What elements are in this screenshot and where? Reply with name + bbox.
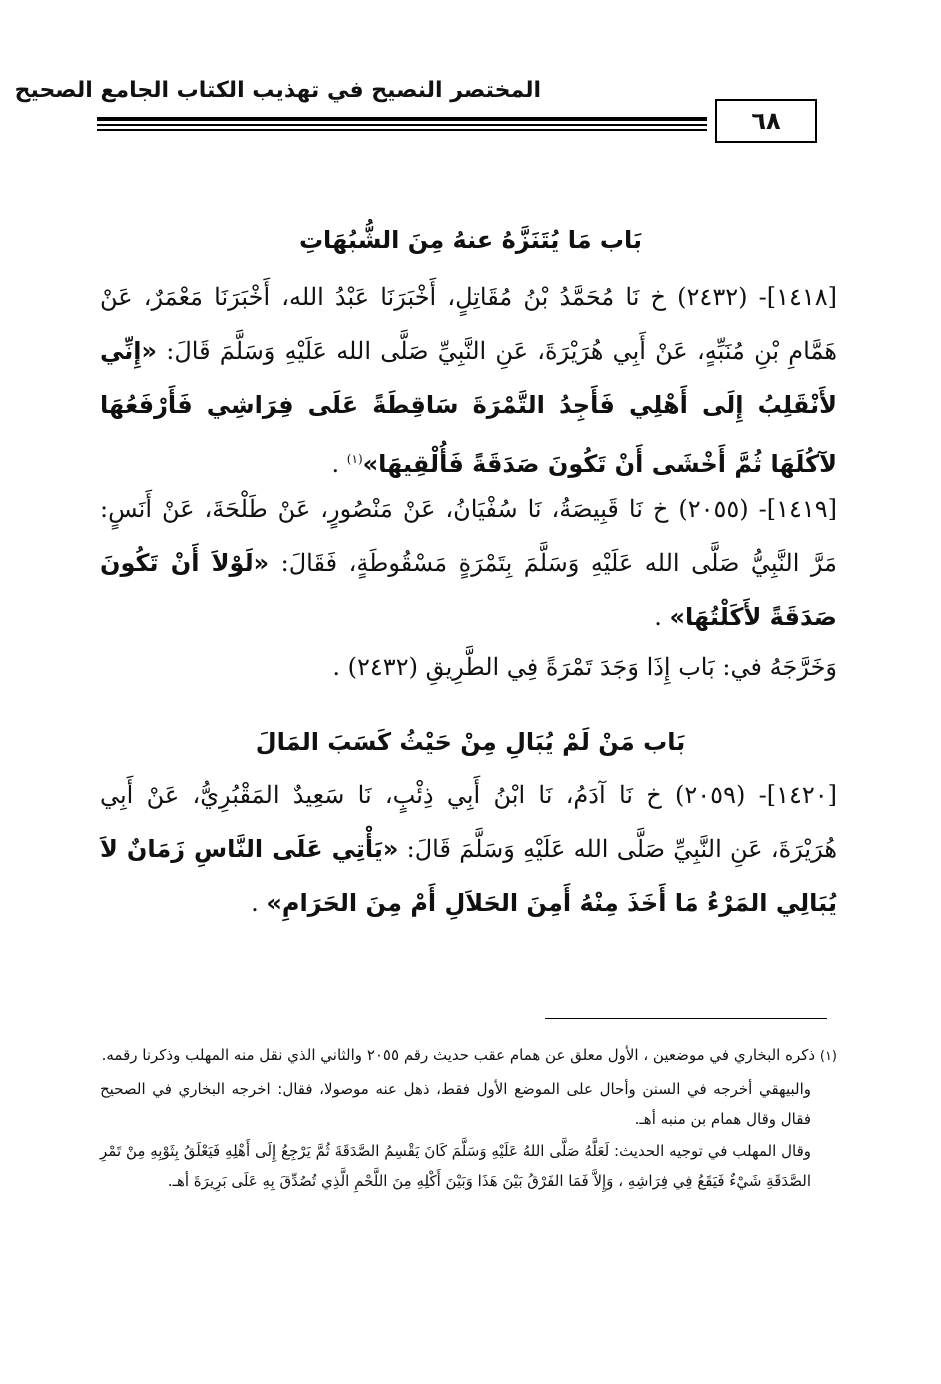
hadith-number: [١٤١٨]- (٢٤٣٢) خ <box>650 283 837 311</box>
footnote-mark: (١) <box>819 1049 837 1064</box>
footnote-item <box>100 1136 837 1196</box>
footnote-item <box>100 1040 837 1072</box>
header-rule <box>97 117 707 121</box>
footnote-reference: (١) <box>346 452 363 466</box>
section-title: بَاب مَنْ لَمْ يُبَالِ مِنْ حَيْثُ كَسَبَ المَالَ <box>255 728 686 756</box>
footnote-separator <box>545 1018 827 1019</box>
hadith-isnad: نَا قَبِيصَةُ، نَا سُفْيَانُ، عَنْ مَنْصُورٍ، عَنْ طَلْحَةَ، عَنْ أَنَسٍ: مَرَّ النَّبِيُّ صَلَّى الله عَلَيْهِ وَسَلَّمَ بِتَمْرَةٍ مَسْقُوطَةٍ، فَقَالَ: <box>100 495 837 577</box>
hadith-paragraph <box>100 482 837 644</box>
hadith-paragraph <box>100 768 837 930</box>
hadith-paragraph <box>100 270 837 491</box>
hadith-isnad: نَا آدَمُ، نَا ابْنُ أَبِي ذِئْبٍ، نَا سَعِيدٌ المَقْبُرِيُّ، عَنْ أَبِي هُرَيْرَةَ، عَنِ النَّبِيِّ صَلَّى الله عَلَيْهِ وَسَلَّمَ قَالَ: <box>100 781 837 863</box>
hadith-tail: . <box>331 450 340 478</box>
footnote-item <box>100 1074 837 1134</box>
page-number: ٦٨ <box>715 99 817 143</box>
running-title: المختصر النصيح في تهذيب الكتاب الجامع الصحيح <box>14 78 541 103</box>
section-title: بَاب مَا يُتَنَزَّهُ عنهُ مِنَ الشُّبُهَاتِ <box>298 226 643 254</box>
footnote-text: ذكره البخاري في موضعين ، الأول معلق عن همام عقب حديث رقم ٢٠٥٥ والثاني الذي نقل منه المهلب وذكرنا رقمه. <box>101 1046 816 1064</box>
hadith-matn: «لَوْلاَ أَنْ تَكُونَ صَدَقَةً لأَكَلْتُهَا» <box>100 549 837 631</box>
footnotes <box>100 1040 837 1198</box>
takhrij-note: وَخَرَّجَهُ في: بَاب إِذَا وَجَدَ تَمْرَةً فِي الطَّرِيقِ (٢٤٣٢) . <box>332 653 837 681</box>
footnote-text: وقال المهلب في توجيه الحديث: لَعَلَّهُ صَلَّى اللهُ عَلَيْهِ وَسَلَّمَ كَانَ يَقْسِمُ الصَّدَقَةَ ثُمَّ يَرْجِعُ إِلَى أَهْلِهِ فَيَعْلَقُ بِثَوْبِهِ مِنْ تَمْرِ الصَّدَقَةِ شَيْءٌ فَيَقَعُ فِي فِرَاشِهِ ، وَإِلاَّ فَمَا الفَرْقُ بَيْنَ هَذَا وَبَيْنَ أَكْلِهِ مِنَ اللَّحْمِ الَّذِي تُصُدِّقَ بِهِ عَلَى بَرِيرَةَ أهـ. <box>100 1142 811 1190</box>
hadith-matn: «إِنِّي لأَنْقَلِبُ إِلَى أَهْلِي فَأَجِدُ التَّمْرَةَ سَاقِطَةً عَلَى فِرَاشِي فَأَرْفَعُهَا لآكُلَهَا ثُمَّ أَخْشَى أَنْ تَكُونَ صَدَقَةً فَأُلْقِيهَا» <box>100 337 837 478</box>
header-rule <box>97 124 707 126</box>
hadith-tail: . <box>654 603 662 631</box>
hadith-number: [١٤٢٠]- (٢٠٥٩) خ <box>646 781 838 809</box>
hadith-tail: . <box>251 889 259 917</box>
hadith-number: [١٤١٩]- (٢٠٥٥) خ <box>652 495 837 523</box>
hadith-isnad: نَا مُحَمَّدُ بْنُ مُقَاتِلٍ، أَخْبَرَنَا عَبْدُ الله، أَخْبَرَنَا مَعْمَرٌ، عَنْ هَمَّامِ بْنِ مُنَبِّهٍ، عَنْ أَبِي هُرَيْرَةَ، عَنِ النَّبِيِّ صَلَّى الله عَلَيْهِ وَسَلَّمَ قَالَ: <box>100 283 837 365</box>
hadith-matn: «يَأْتِي عَلَى النَّاسِ زَمَانٌ لاَ يُبَالِي المَرْءُ مَا أَخَذَ مِنْهُ أَمِنَ الحَلاَلِ أَمْ مِنَ الحَرَامِ» <box>100 835 837 917</box>
header-rule <box>97 129 707 131</box>
footnote-text: والبيهقي أخرجه في السنن وأحال على الموضع الأول فقط، ذهل عنه موصولا، فقال: اخرجه البخاري في الصحيح فقال وقال همام بن منبه أهـ. <box>100 1080 811 1128</box>
